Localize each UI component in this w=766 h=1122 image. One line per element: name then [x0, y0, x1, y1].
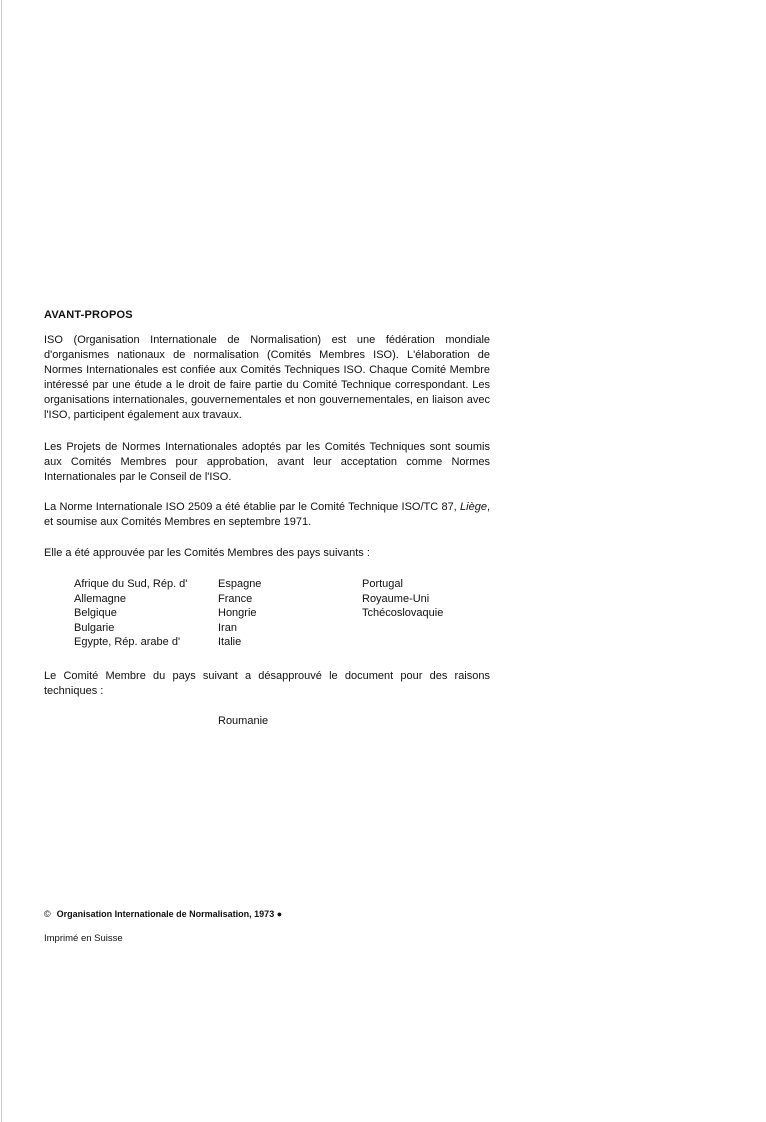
country-item: Afrique du Sud, Rép. d': [74, 578, 188, 590]
country-item: Royaume-Uni: [362, 592, 430, 605]
copyright-text: Organisation Internationale de Normalisation, 1973 ●: [56, 909, 283, 919]
standard-paragraph: [44, 500, 490, 530]
country-item: Allemagne: [74, 592, 126, 605]
country-item: Tchécoslovaquie: [362, 607, 444, 620]
intro-paragraph: ISO (Organisation Internationale de Normalisation) est une fédération mondiale d'organismes nationaux de normalisation (Comités Membres ISO). L'élaboration de Normes Internationales est confiée aux Comités Techniques ISO. Chaque Comité Membre intéressé par une étude a le droit de faire partie du Comité Technique correspondant. Les organisations internationales, gouvernementales et non gouvernementales, en liaison avec l'ISO, participent également aux travaux.: [44, 334, 490, 421]
country-item: Espagne: [218, 578, 262, 590]
disapproval-intro: Le Comité Membre du pays suivant a désapprouvé le document pour des raisons techniques :: [44, 670, 490, 697]
country-item: Egypte, Rép. arabe d': [74, 636, 181, 649]
country-column-2: [218, 577, 261, 650]
country-item: Iran: [218, 621, 237, 634]
copyright-line: [44, 909, 282, 919]
country-item: Belgique: [74, 607, 117, 620]
country-item: France: [218, 592, 253, 605]
country-column-1: [74, 577, 187, 650]
country-item: Bulgarie: [74, 621, 115, 634]
printed-in-line: Imprimé en Suisse: [44, 933, 123, 944]
standard-text-post: , et soumise aux Comités Membres en septembre 1971.: [44, 501, 490, 528]
scan-edge-line: [1, 0, 2, 1122]
country-item: Hongrie: [218, 607, 257, 620]
foreword-heading: AVANT-PROPOS: [44, 309, 133, 321]
copyright-symbol: ©: [44, 909, 51, 919]
country-column-3: [362, 577, 443, 621]
projects-paragraph: Les Projets de Normes Internationales adoptés par les Comités Techniques sont soumis aux Comités Membres pour approbation, avant leur acceptation comme Normes Internationales par le Conseil de l'ISO.: [44, 441, 490, 483]
standard-text-pre: La Norme Internationale ISO 2509 a été établie par le Comité Technique ISO/TC 87,: [44, 501, 461, 513]
approval-intro: Elle a été approuvée par les Comités Membres des pays suivants :: [44, 547, 370, 559]
disapproving-country: Roumanie: [218, 715, 269, 727]
country-item: Portugal: [362, 578, 403, 590]
committee-name: Liège: [460, 501, 487, 513]
country-item: Italie: [218, 636, 242, 649]
